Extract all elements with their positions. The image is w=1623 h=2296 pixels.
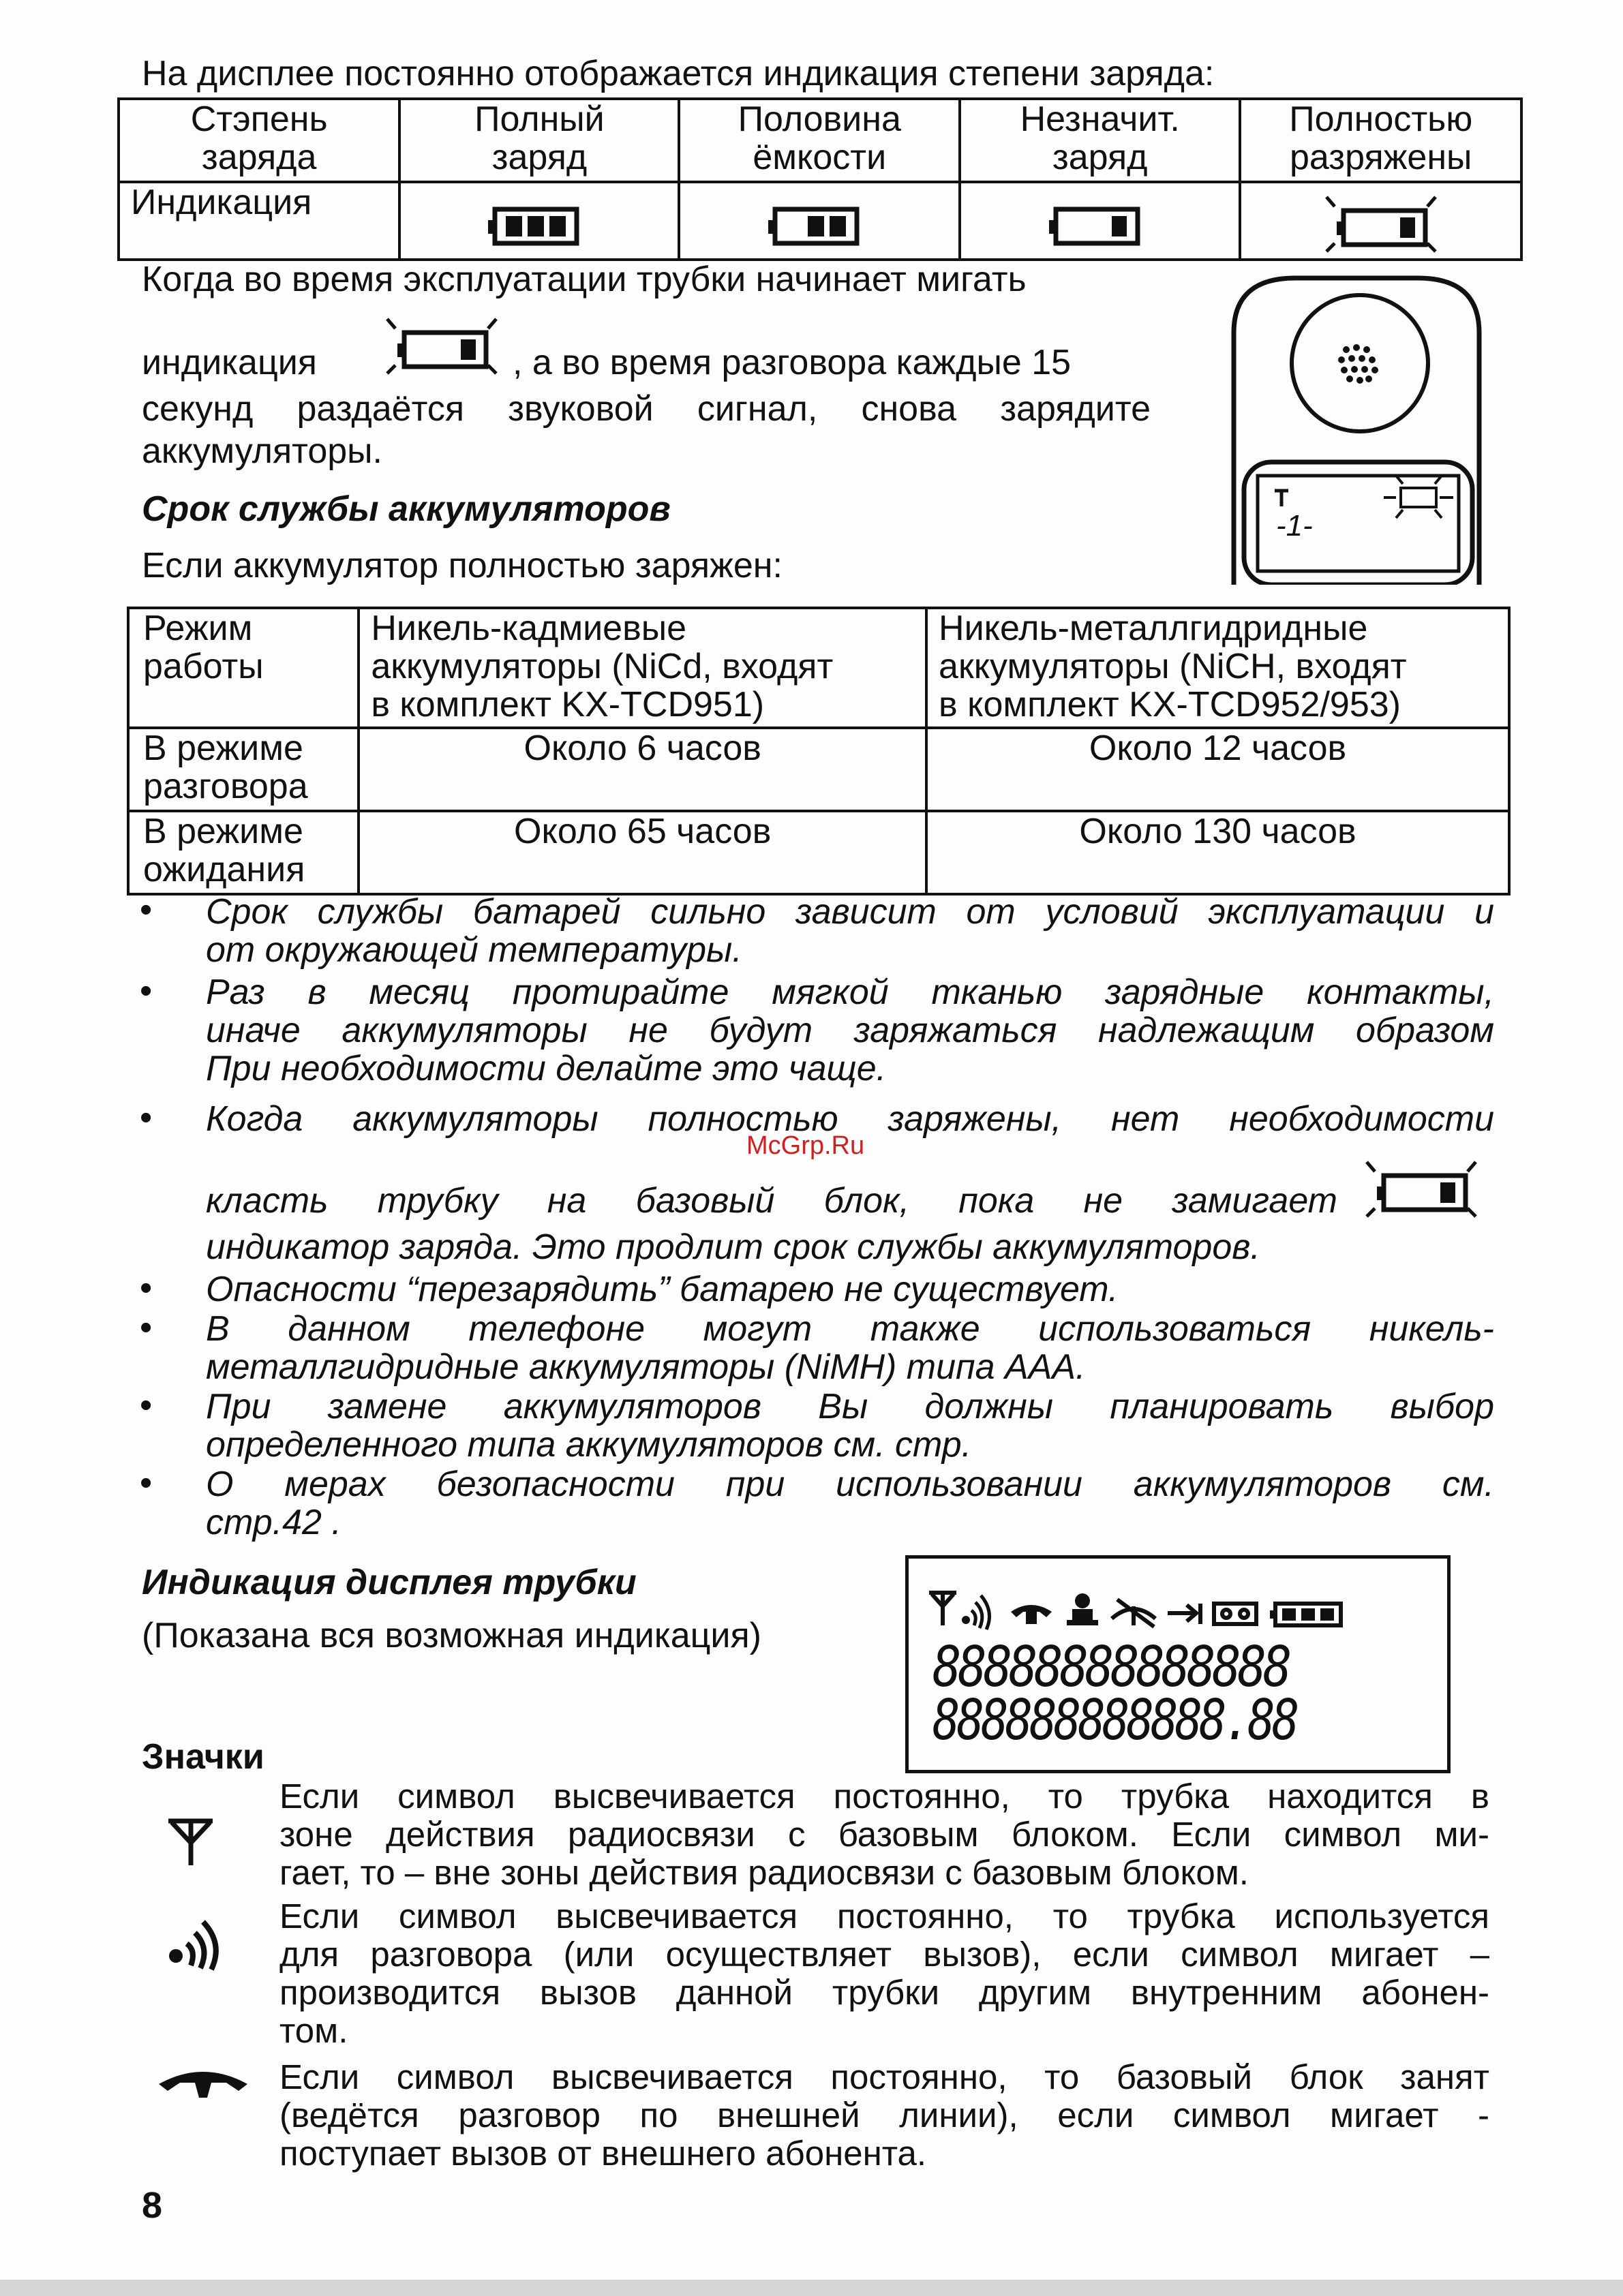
bullet-6: При замене аккумуляторов Вы должны планировать выбор определенного типа аккумуляторов см. стр.	[206, 1387, 1494, 1465]
battery-half-icon	[679, 182, 960, 260]
blink-line-3: секунд раздаётся звуковой сигнал, снова зарядите	[142, 389, 1151, 429]
bullet-marker: •	[140, 1268, 153, 1308]
line-busy-icon	[1011, 1605, 1052, 1624]
battery-blinking-inline-icon	[374, 305, 510, 380]
scan-bottom-edge	[0, 2280, 1623, 2296]
charge-header-4: Полностью разряжены	[1240, 99, 1521, 182]
bullet-marker: •	[140, 1308, 153, 1347]
lifetime-row1-label: В режиме разговора	[128, 728, 359, 811]
answering-machine-icon	[1214, 1604, 1256, 1624]
bullet-marker: •	[140, 1463, 153, 1503]
lifetime-col1-header: Никель-кадмиевые аккумуляторы (NiCd, входят в комплект KX-TCD951)	[359, 608, 926, 728]
bullet-1: Срок службы батарей сильно зависит от условий эксплуатации и от окружающей температуры.	[206, 892, 1494, 970]
lifetime-col2-header: Никель-металлгидридные аккумуляторы (NiCH, входят в комплект KX-TCD952/953)	[926, 608, 1509, 728]
lifetime-row1-nicd: Около 6 часов	[359, 728, 926, 811]
battery-full-icon	[399, 182, 679, 260]
lcd-segment-row-2: 888888888888.88	[932, 1688, 1296, 1753]
bullet-7: О мерах безопасности при использовании аккумуляторов см. стр.42 .	[206, 1465, 1494, 1542]
antenna-icon	[929, 1593, 956, 1625]
battery-blinking-bullet-icon	[1353, 1148, 1489, 1223]
lifetime-col0-header: Режим работы	[128, 608, 359, 728]
lcd-display	[905, 1555, 1451, 1773]
bullet-marker: •	[140, 1098, 153, 1137]
icons-heading: Значки	[142, 1737, 264, 1777]
page-number: 8	[142, 2185, 163, 2226]
charge-table	[117, 97, 1523, 261]
lifetime-row2-label: В режиме ожидания	[128, 811, 359, 894]
charge-header-2: Половина ёмкости	[679, 99, 960, 182]
watermark: McGrp.Ru	[746, 1131, 865, 1160]
lifetime-table	[127, 607, 1511, 896]
handset-display-digit: -1-	[1276, 509, 1313, 542]
lcd-segment-row-1: 88888888888888	[932, 1635, 1289, 1700]
battery-empty-blinking-icon	[1240, 182, 1521, 260]
antenna-icon	[165, 1814, 219, 1869]
lifetime-row2-nicd: Около 65 часов	[359, 811, 926, 894]
intercom-icon	[1067, 1593, 1098, 1625]
charge-row-label: Индикация	[119, 182, 399, 260]
bullet-3-line-1: Когда аккумуляторы полностью заряжены, нет необходимости	[206, 1099, 1494, 1139]
signal-icon	[962, 1595, 990, 1629]
bullet-4: Опасности “перезарядить” батарею не существует.	[206, 1270, 1119, 1309]
lifetime-row1-nimh: Около 12 часов	[926, 728, 1509, 811]
lifetime-row2-nimh: Около 130 часов	[926, 811, 1509, 894]
charge-header-3: Незначит. заряд	[960, 99, 1240, 182]
battery-icon	[1270, 1604, 1341, 1625]
blink-line-2a: индикация	[142, 343, 317, 382]
battery-low-icon	[960, 182, 1240, 260]
line-busy-icon	[155, 2064, 251, 2104]
icon-item-3-text: Если символ высвечивается постоянно, то базовый блок занят (ведётся разговор по внешней линии), если символ мигает - поступает вызов от внешнего абонента.	[279, 2057, 1489, 2173]
transfer-arrow-icon	[1168, 1604, 1200, 1624]
lifetime-subheading: Если аккумулятор полностью заряжен:	[142, 546, 783, 585]
blink-line-1: Когда во время эксплуатации трубки начинает мигать	[142, 260, 1027, 299]
signal-icon	[164, 1916, 232, 1971]
bullet-marker: •	[140, 1386, 153, 1425]
intro-text: На дисплее постоянно отображается индикация степени заряда:	[142, 54, 1215, 93]
display-heading: Индикация дисплея трубки	[142, 1563, 637, 1602]
icon-item-2-text: Если символ высвечивается постоянно, то трубка используется для разговора (или осуществляет вызов), если символ мигает – производится вызов данной трубки другим внутренним абонен- том.	[279, 1897, 1489, 2050]
handset-illustration	[1220, 271, 1493, 585]
bullet-3-line-2: класть трубку на базовый блок, пока не замигает	[206, 1181, 1337, 1221]
charge-header-1: Полный заряд	[399, 99, 679, 182]
bullet-marker: •	[140, 971, 153, 1011]
bullet-2: Раз в месяц протирайте мягкой тканью зарядные контакты, иначе аккумуляторы не будут заряжаться надлежащим образом При необходимости делайте это чаще.	[206, 973, 1494, 1088]
display-note: (Показана вся возможная индикация)	[142, 1616, 761, 1655]
blink-line-4: аккумуляторы.	[142, 431, 383, 471]
bullet-3-line-3: индикатор заряда. Это продлит срок службы аккумуляторов.	[206, 1227, 1260, 1267]
ringer-off-icon	[1112, 1599, 1155, 1627]
charge-header-0: Стэпень заряда	[119, 99, 399, 182]
icon-item-1-text: Если символ высвечивается постоянно, то трубка находится в зоне действия радиосвязи с базовым блоком. Если символ ми- гает, то – вне зоны действия радиосвязи с базовым блоком.	[279, 1777, 1489, 1892]
blink-line-2b: , а во время разговора каждые 15	[513, 343, 1072, 382]
bullet-marker: •	[140, 890, 153, 930]
lifetime-heading: Срок службы аккумуляторов	[142, 489, 671, 529]
bullet-5: В данном телефоне могут также использоваться никель- металлгидридные аккумуляторы (NiMH) типа AAA.	[206, 1309, 1494, 1387]
